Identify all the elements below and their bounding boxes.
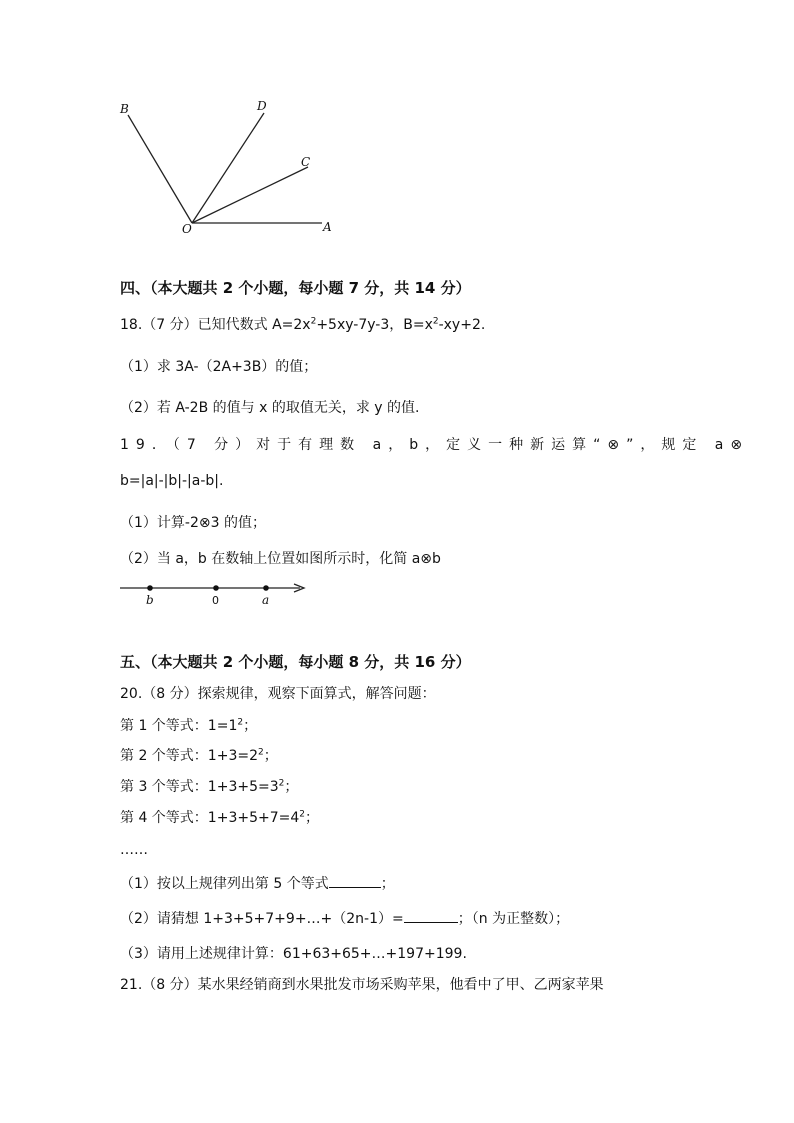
ray-oc bbox=[192, 167, 308, 223]
q20-eq4: 第 4 个等式：$1+3+5+7=4^2$； bbox=[120, 809, 319, 826]
label-a-point: a bbox=[262, 593, 270, 607]
ray-ob bbox=[128, 115, 192, 223]
q20-eq3: 第 3 个等式：$1+3+5=3^2$； bbox=[120, 778, 299, 795]
q19-part1: （1）计算-2⊗3 的值； bbox=[120, 515, 266, 531]
q18-stem: 18.（7 分）已知代数式 $A=2x^2+5xy-7y-3$，$B=x^2-xy+2$. bbox=[120, 316, 486, 333]
answer-blank-1[interactable] bbox=[329, 873, 381, 888]
label-zero-point: 0 bbox=[212, 594, 219, 607]
label-d: D bbox=[257, 99, 267, 113]
point-a bbox=[263, 585, 269, 591]
point-b bbox=[147, 585, 153, 591]
q20-part2: （2）请猜想 1+3+5+7+9+…+（2n-1）= ；（n 为正整数）； bbox=[120, 908, 569, 929]
point-zero bbox=[213, 585, 219, 591]
label-b-point: b bbox=[146, 593, 154, 607]
q20-part3: （3）请用上述规律计算：61+63+65+…+197+199. bbox=[120, 946, 467, 962]
q18-part1: （1）求 3A-（2A+3B）的值； bbox=[120, 359, 318, 375]
q20-part1: （1）按以上规律列出第 5 个等式 ； bbox=[120, 873, 395, 894]
label-a: A bbox=[323, 220, 332, 234]
label-b: B bbox=[120, 102, 129, 116]
q20-eq1: 第 1 个等式：$1=1^2$； bbox=[120, 717, 258, 734]
q20-eq2: 第 2 个等式：$1+3=2^2$； bbox=[120, 747, 278, 764]
section-5-heading: 五、（本大题共 2 个小题，每小题 8 分，共 16 分） bbox=[120, 653, 471, 671]
q19-line2: b=|a|-|b|-|a-b|. bbox=[120, 473, 224, 489]
q20-ellipsis: …… bbox=[120, 842, 148, 858]
angle-figure bbox=[110, 95, 350, 245]
label-o: O bbox=[182, 222, 192, 236]
q19-line1: 19．（7 分）对于有理数 a，b，定义一种新运算“⊗”，规定 a⊗ bbox=[120, 437, 750, 453]
q20-stem: 20.（8 分）探索规律，观察下面算式，解答问题： bbox=[120, 686, 436, 702]
label-c: C bbox=[301, 155, 311, 169]
answer-blank-2[interactable] bbox=[404, 908, 458, 923]
ray-od bbox=[192, 113, 264, 223]
number-line bbox=[118, 578, 318, 608]
q19-part2: （2）当 a，b 在数轴上位置如图所示时，化简 a⊗b bbox=[120, 551, 441, 567]
section-4-heading: 四、（本大题共 2 个小题，每小题 7 分，共 14 分） bbox=[120, 279, 471, 297]
q21-stem: 21.（8 分）某水果经销商到水果批发市场采购苹果，他看中了甲、乙两家苹果 bbox=[120, 977, 604, 993]
q18-part2: （2）若 A-2B 的值与 x 的取值无关，求 y 的值. bbox=[120, 400, 420, 416]
